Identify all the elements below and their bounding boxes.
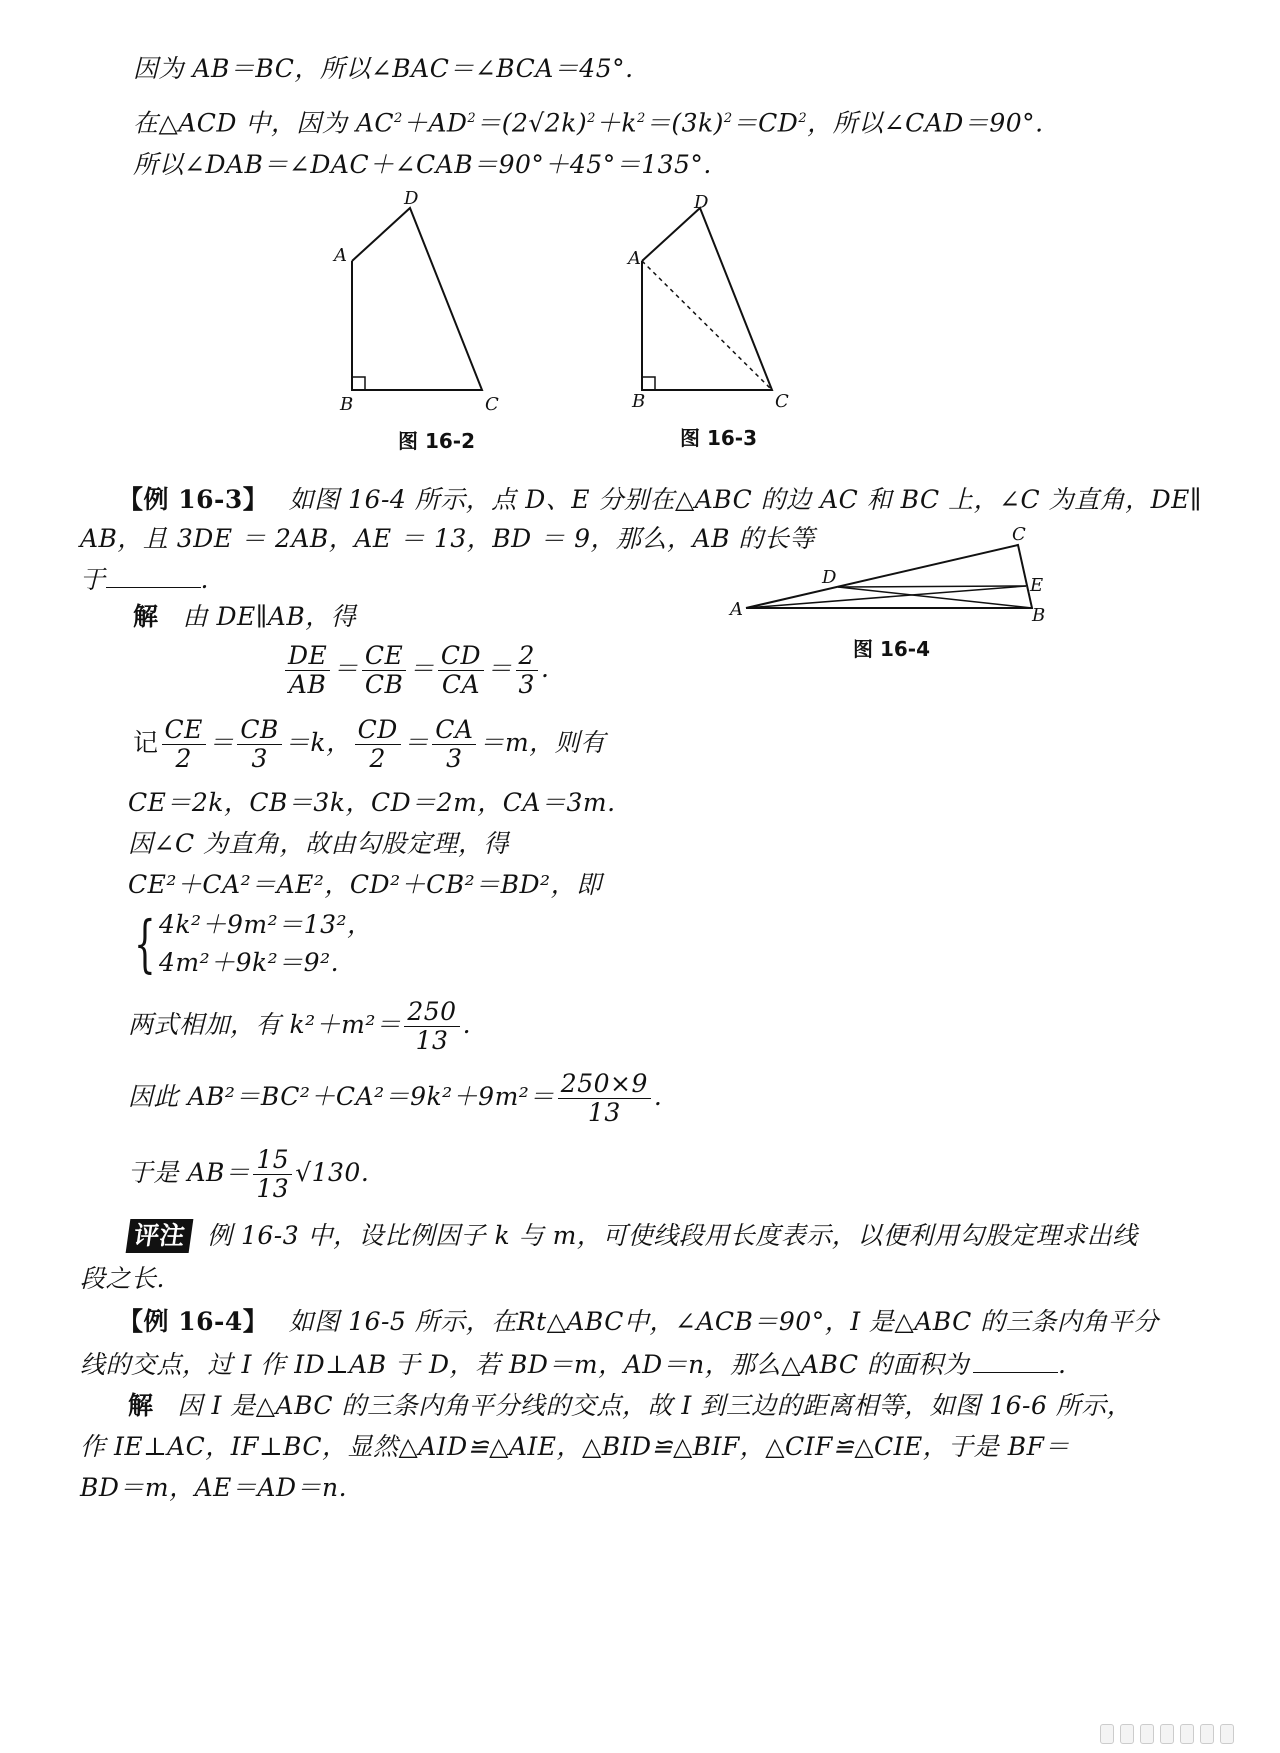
example-16-4-line-2: 线的交点，过 I 作 ID⊥AB 于 D，若 BD＝m，AD＝n，那么△ABC 的面积为 . xyxy=(80,1346,1066,1382)
fig2-label-a: A xyxy=(334,245,347,266)
solution-16-4-line-1: 解 因 I 是△ABC 的三条内角平分线的交点，故 I 到三边的距离相等，如图 16-6 所示， xyxy=(128,1391,1133,1420)
text-line-1: 因为 AB＝BC，所以∠BAC＝∠BCA＝45°. xyxy=(133,54,634,83)
comment-line-2: 段之长. xyxy=(80,1264,165,1293)
solution-16-3-line-1: 解 由 DE∥AB，得 xyxy=(133,602,357,631)
figure-16-3 xyxy=(620,190,820,425)
example-16-3-line-2: AB，且 3DE ＝ 2AB，AE ＝ 13，BD ＝ 9，那么，AB 的长等 xyxy=(80,524,815,553)
figure-16-3-caption: 图 16-3 xyxy=(680,426,758,450)
example-16-3-line-1: 【例 16-3】 如图 16-4 所示，点 D、E 分别在△ABC 的边 AC 和 BC 上，∠C 为直角，DE∥ xyxy=(118,485,1202,514)
bottom-toolbar xyxy=(1100,1722,1260,1744)
solution-16-3-line-4: 因∠C 为直角，故由勾股定理，得 xyxy=(128,829,510,858)
figure-16-4-caption: 图 16-4 xyxy=(853,637,931,661)
comment-line-1: 评注 例 16-3 中，设比例因子 k 与 m，可使线段用长度表示，以便利用勾股定理求出线 xyxy=(128,1219,1138,1253)
answer-blank-1 xyxy=(106,561,201,588)
equation-system: { 4k²＋9m²＝13²， 4m²＋9k²＝9². xyxy=(133,907,373,980)
solution-16-4-line-2: 作 IE⊥AC，IF⊥BC，显然△AID≌△AIE，△BID≌△BIF，△CIF≌△CIE，于是 BF＝ xyxy=(80,1432,1070,1461)
solution-16-3-line-6: 两式相加，有 k²＋m²＝ $\frac{250}{13}$ . xyxy=(128,997,472,1055)
figure-16-2-caption: 图 16-2 xyxy=(398,429,476,453)
figure-16-2 xyxy=(330,190,530,425)
fig4-label-e: E xyxy=(1030,575,1044,596)
fig3-label-b: B xyxy=(632,391,646,412)
figure-16-4 xyxy=(720,525,1060,625)
text-line-2: 在△ACD 中，因为 $AC^2+AD^2=(2√2k)^2+k^2=(3k)^2=CD^2$，所以∠CAD＝90°. xyxy=(133,108,1044,138)
text-line-3: 所以∠DAB＝∠DAC＋∠CAB＝90°＋45°＝135°. xyxy=(133,150,712,179)
definition-equation: 记 $\frac{CE}{2}$ ＝ $\frac{CB}{3}$ ＝k， $\frac{CD}{2}$ ＝ $\frac{CA}{3}$ ＝m，则有 xyxy=(133,715,606,773)
fig3-label-c: C xyxy=(775,391,789,412)
fig4-label-c: C xyxy=(1012,525,1026,545)
fig2-label-c: C xyxy=(485,394,499,415)
solution-16-3-line-8: 于是 AB＝ $\frac{15}{13}$ √130. xyxy=(128,1145,370,1203)
example-16-4-line-1: 【例 16-4】 如图 16-5 所示，在Rt△ABC中，∠ACB＝90°，I 是△ABC 的三条内角平分 xyxy=(118,1307,1159,1336)
toolbar-button[interactable] xyxy=(1100,1724,1114,1744)
comment-badge: 评注 xyxy=(126,1219,194,1253)
example-16-3-line-3: 于 . xyxy=(80,561,209,597)
fig4-label-d: D xyxy=(822,567,837,588)
solution-label-2: 解 xyxy=(128,1391,154,1420)
solution-16-3-line-7: 因此 AB²＝BC²＋CA²＝9k²＋9m²＝ $\frac{250\times 9}{13}$ . xyxy=(128,1069,663,1127)
fig2-label-d: D xyxy=(404,190,419,209)
example-16-4-tag: 【例 16-4】 xyxy=(118,1307,269,1336)
toolbar-button[interactable] xyxy=(1200,1724,1214,1744)
solution-16-4-line-3: BD＝m，AE＝AD＝n. xyxy=(80,1473,348,1502)
solution-label: 解 xyxy=(133,602,159,631)
fig3-label-d: D xyxy=(694,192,709,213)
ratio-equation: $\frac{DE}{AB}$ ＝ $\frac{CE}{CB}$ ＝ $\frac{CD}{CA}$ ＝ $\frac{2}{3}$ . xyxy=(282,642,549,699)
toolbar-button[interactable] xyxy=(1220,1724,1234,1744)
solution-16-3-line-5: CE²＋CA²＝AE²，CD²＋CB²＝BD²，即 xyxy=(128,870,602,899)
answer-blank-2 xyxy=(973,1346,1058,1373)
toolbar-button[interactable] xyxy=(1160,1724,1174,1744)
fig4-label-b: B xyxy=(1032,605,1046,625)
toolbar-button[interactable] xyxy=(1140,1724,1154,1744)
toolbar-button[interactable] xyxy=(1120,1724,1134,1744)
fig4-label-a: A xyxy=(730,599,743,620)
fig2-label-b: B xyxy=(340,394,354,415)
solution-16-3-line-3: CE＝2k，CB＝3k，CD＝2m，CA＝3m. xyxy=(128,788,616,817)
toolbar-button[interactable] xyxy=(1180,1724,1194,1744)
example-16-3-tag: 【例 16-3】 xyxy=(118,485,269,514)
fig3-label-a: A xyxy=(628,248,641,269)
